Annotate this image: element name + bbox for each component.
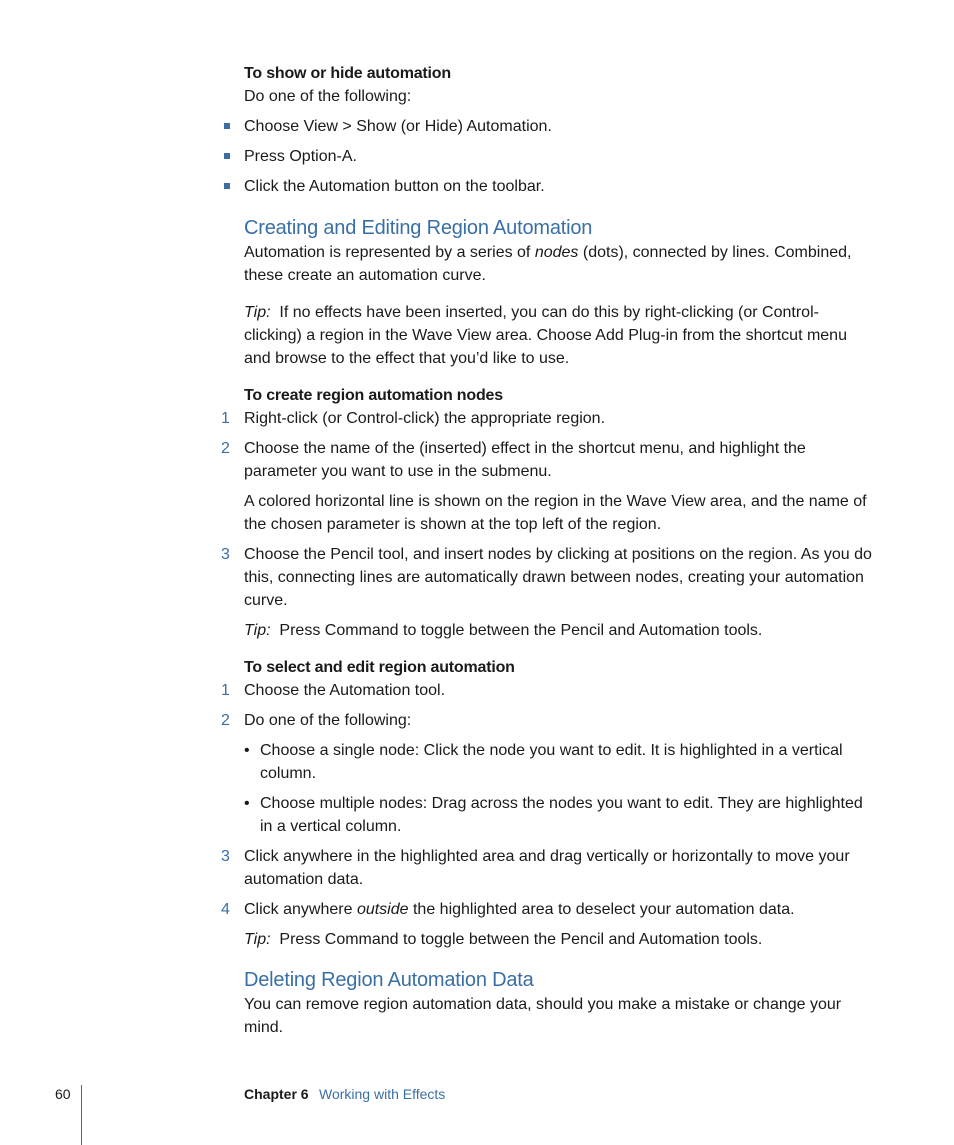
tip-label: Tip:	[244, 931, 271, 948]
step-number: 2	[221, 440, 230, 457]
tip-paragraph	[244, 619, 876, 642]
bullet-dot-icon: •	[244, 795, 250, 812]
step-number: 3	[221, 546, 230, 563]
para-text: Automation is represented by a series of	[244, 244, 535, 261]
tip-text: Press Command to toggle between the Pencil and Automation tools.	[279, 931, 763, 948]
footer-divider	[81, 1085, 82, 1145]
task-heading-create-nodes: To create region automation nodes	[244, 387, 503, 404]
bullet-square-icon	[224, 153, 230, 159]
tip-text: Press Command to toggle between the Pencil and Automation tools.	[279, 622, 763, 639]
step-text: Right-click (or Control-click) the appropriate region.	[244, 410, 606, 427]
bullet-square-icon	[224, 123, 230, 129]
section-heading-deleting: Deleting Region Automation Data	[244, 969, 534, 991]
sub-bullet-item: Choose a single node: Click the node you want to edit. It is highlighted in a vertical column.	[260, 742, 843, 782]
step-text-part: the highlighted area to deselect your automation data.	[408, 901, 795, 918]
step-text: Do one of the following:	[244, 712, 412, 729]
body-paragraph	[244, 241, 876, 287]
intro-text: Do one of the following:	[244, 88, 412, 105]
task-heading-show-hide: To show or hide automation	[244, 65, 451, 82]
page-number: 60	[55, 1086, 71, 1102]
task-heading-select-edit: To select and edit region automation	[244, 659, 515, 676]
step-text: Choose the name of the (inserted) effect in the shortcut menu, and highlight the parameter you want to use in the submenu.	[244, 440, 806, 480]
step-text: Choose the Pencil tool, and insert nodes by clicking at positions on the region. As you do this, connecting lines are automatically drawn between nodes, creating your automation curve.	[244, 546, 872, 609]
step-text: Choose the Automation tool.	[244, 682, 446, 699]
step-note: A colored horizontal line is shown on the region in the Wave View area, and the name of the chosen parameter is shown at the top left of the region.	[244, 493, 867, 533]
step-text	[244, 898, 876, 921]
tip-paragraph	[244, 928, 876, 951]
para-text: (dots), connected by lines. Combined, these create an automation curve.	[244, 244, 852, 284]
bullet-item: Choose View > Show (or Hide) Automation.	[244, 118, 552, 135]
step-text: Click anywhere in the highlighted area and drag vertically or horizontally to move your automation data.	[244, 848, 850, 888]
bullet-dot-icon: •	[244, 742, 250, 759]
footer-chapter-title: Working with Effects	[319, 1086, 446, 1102]
bullet-item: Click the Automation button on the toolbar.	[244, 178, 545, 195]
step-text-part: Click anywhere	[244, 901, 357, 918]
emphasis-text: nodes	[534, 244, 579, 261]
tip-label: Tip:	[244, 304, 271, 321]
step-number: 4	[221, 901, 230, 918]
section-heading-creating: Creating and Editing Region Automation	[244, 217, 593, 239]
step-number: 2	[221, 712, 230, 729]
tip-paragraph	[244, 301, 876, 370]
tip-text: If no effects have been inserted, you can do this by right-clicking (or Control-clicking) a region in the Wave View area. Choose Add Plug-in from the shortcut menu and browse to the effect that you’d like to use.	[244, 304, 847, 367]
body-paragraph: You can remove region automation data, should you make a mistake or change your mind.	[244, 996, 842, 1036]
step-number: 1	[221, 682, 230, 699]
step-number: 3	[221, 848, 230, 865]
tip-label: Tip:	[244, 622, 271, 639]
emphasis-text: outside	[356, 901, 409, 918]
bullet-item: Press Option-A.	[244, 148, 357, 165]
sub-bullet-item: Choose multiple nodes: Drag across the nodes you want to edit. They are highlighted in a vertical column.	[260, 795, 863, 835]
bullet-square-icon	[224, 183, 230, 189]
step-number: 1	[221, 410, 230, 427]
footer-chapter: Chapter 6	[244, 1086, 309, 1102]
